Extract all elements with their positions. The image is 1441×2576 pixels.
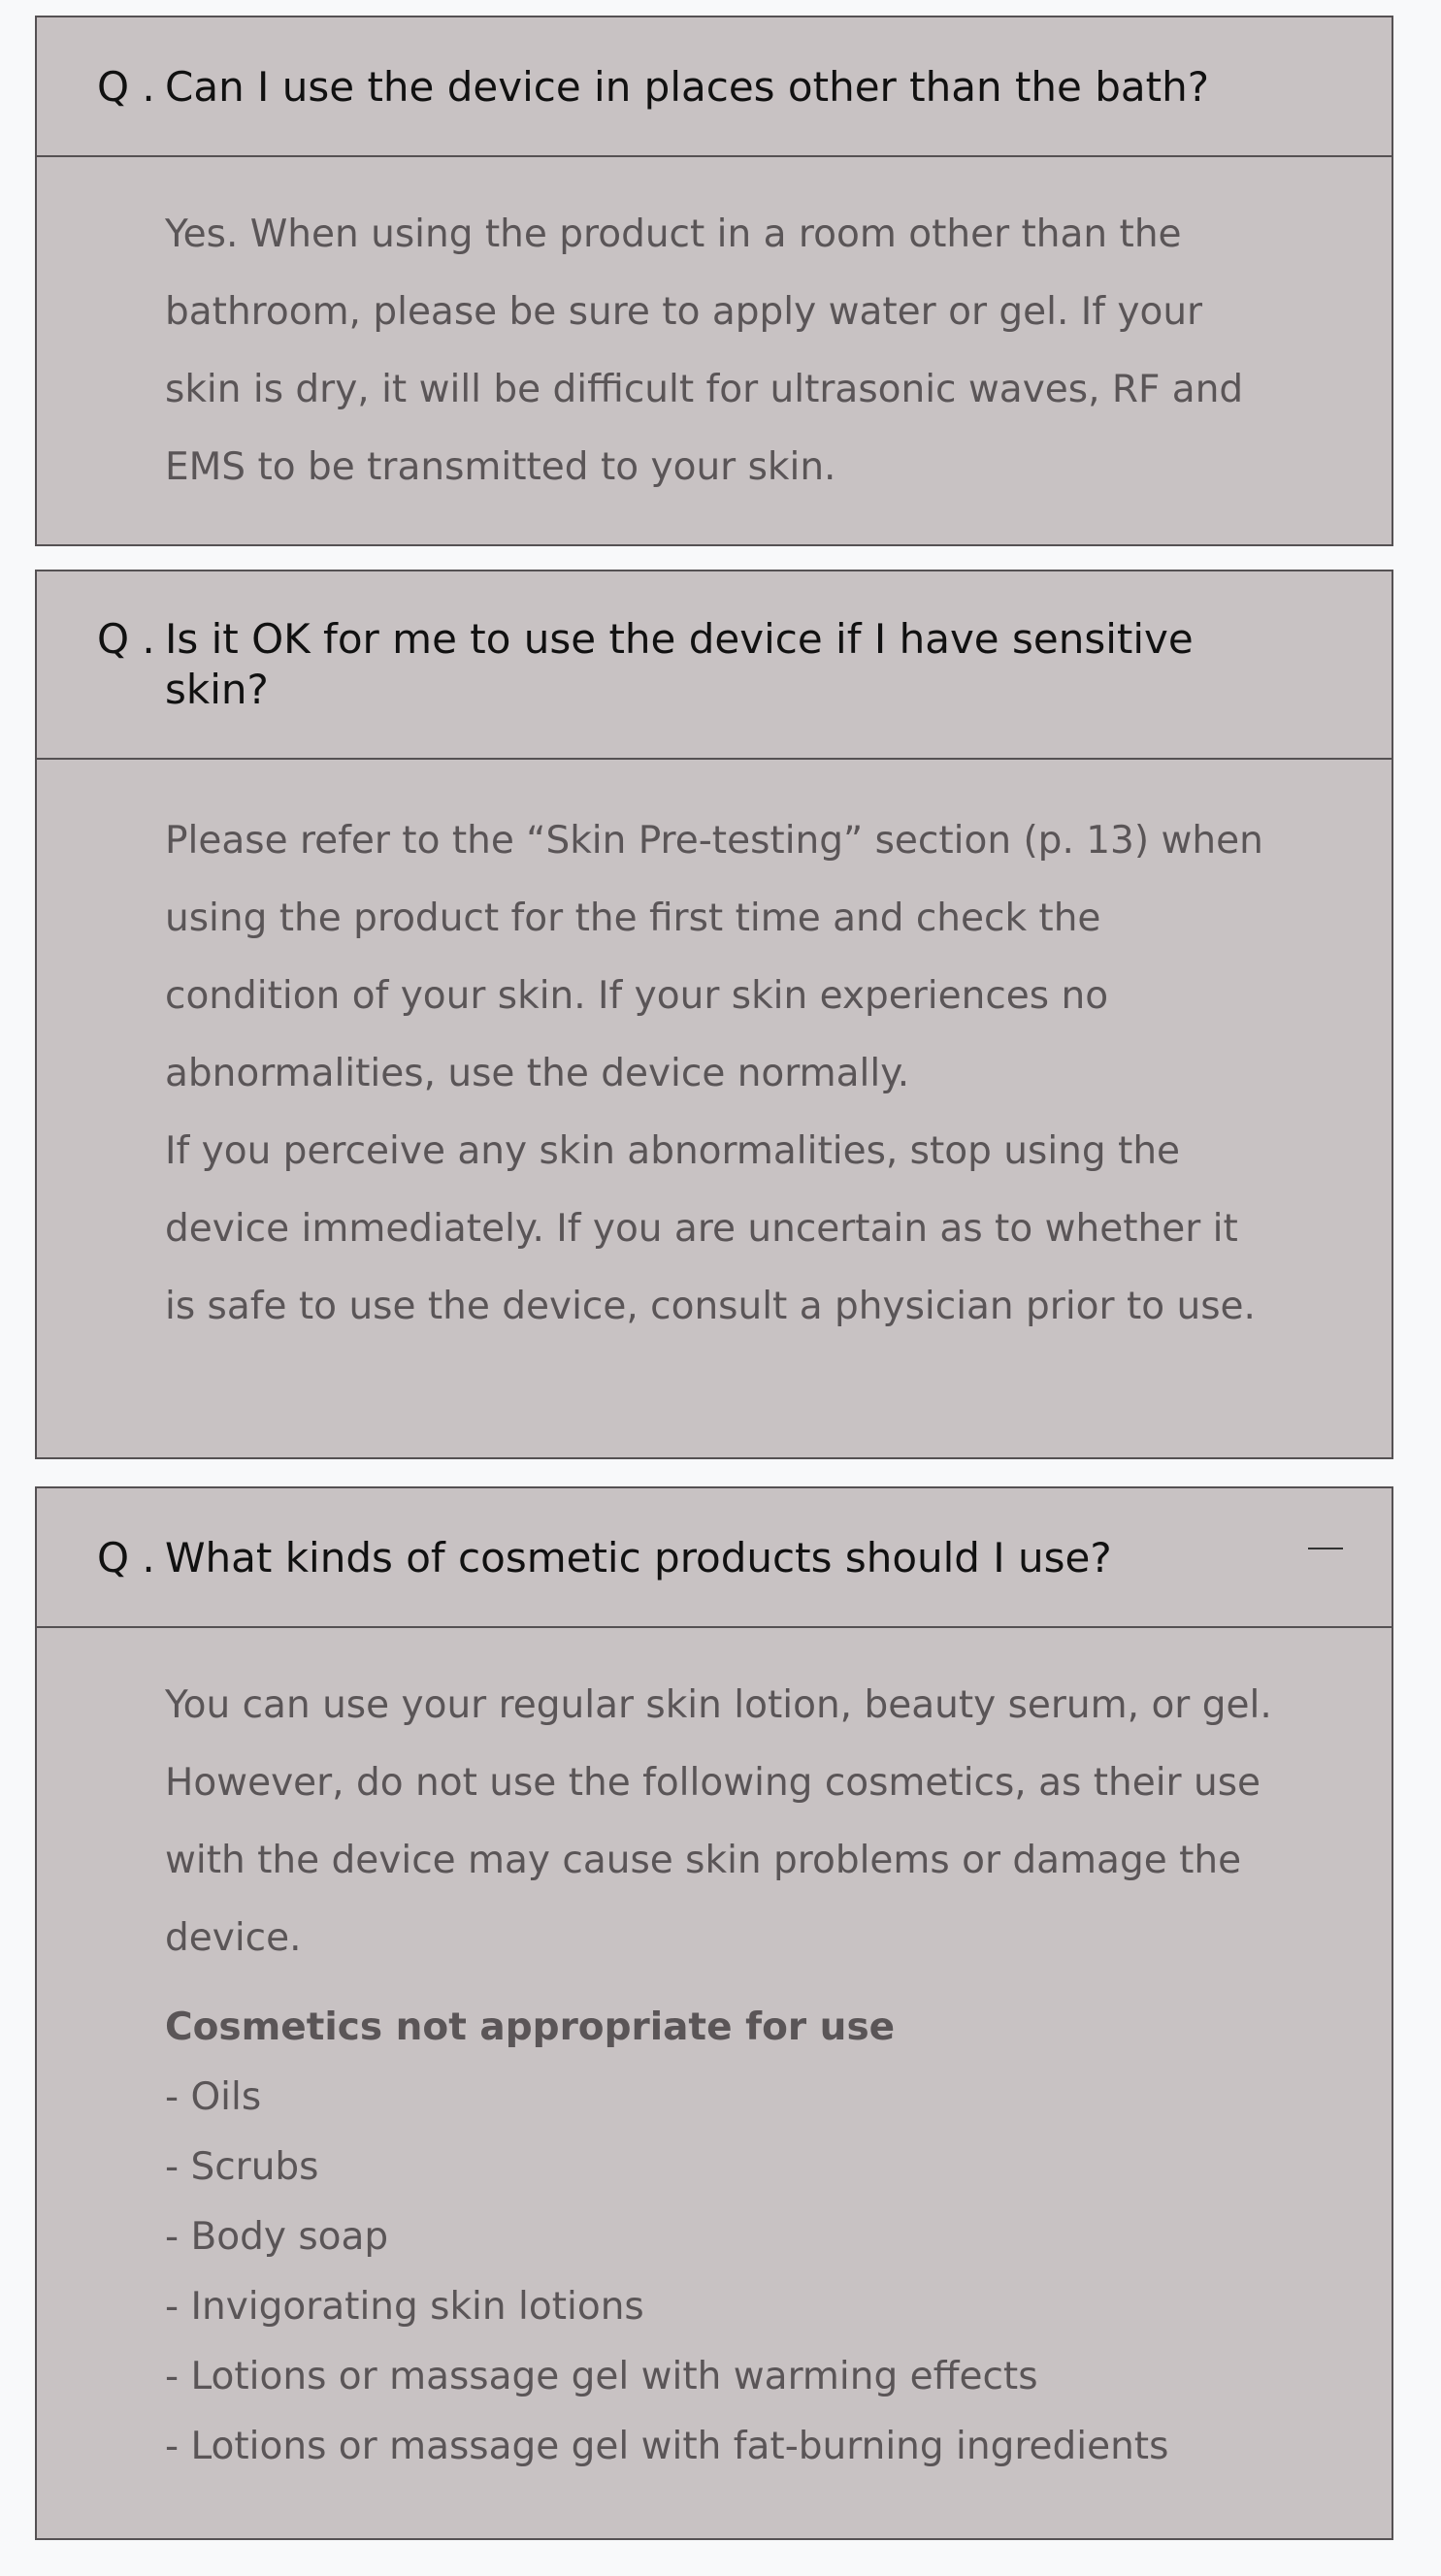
list-item: - Lotions or massage gel with fat-burning ingredients <box>165 2425 1169 2468</box>
list-item: - Scrubs <box>165 2145 319 2189</box>
faq-item-bath <box>35 16 1393 546</box>
minus-icon[interactable] <box>1308 1548 1343 1549</box>
answer-paragraph: Please refer to the “Skin Pre-testing” section (p. 13) when using the product for the first time and check the condition of your skin. If your skin experiences no abnormalities, use the device normally. <box>165 819 1263 1095</box>
question-prefix: Q . <box>97 63 155 111</box>
list-item: - Oils <box>165 2075 262 2119</box>
list-item: - Lotions or massage gel with warming effects <box>165 2355 1038 2398</box>
faq-answer <box>37 760 1392 1346</box>
faq-item-cosmetics <box>35 1486 1393 2540</box>
question-prefix: Q . <box>97 615 155 663</box>
cosmetics-list-heading: Cosmetics not appropriate for use <box>165 2005 896 2049</box>
faq-answer <box>37 157 1392 506</box>
faq-question-header[interactable] <box>37 571 1392 760</box>
faq-question-header[interactable] <box>37 17 1392 157</box>
faq-question-header[interactable] <box>37 1488 1392 1628</box>
question-text: What kinds of cosmetic products should I use? <box>165 1534 1112 1581</box>
faq-list <box>35 16 1393 2540</box>
answer-paragraph: Yes. When using the product in a room other than the bathroom, please be sure to apply water or gel. If your skin is dry, it will be difficult for ultrasonic waves, RF and EMS to be transmitted to your skin. <box>165 212 1244 489</box>
list-item: - Invigorating skin lotions <box>165 2285 644 2329</box>
list-item: - Body soap <box>165 2215 389 2259</box>
cosmetics-list <box>165 2063 1275 2482</box>
question-text: Is it OK for me to use the device if I have sensitive skin? <box>165 615 1194 713</box>
faq-item-sensitive-skin <box>35 570 1393 1459</box>
answer-paragraph: If you perceive any skin abnormalities, stop using the device immediately. If you are uncertain as to whether it is safe to use the device, consult a physician prior to use. <box>165 1129 1256 1328</box>
answer-paragraph: You can use your regular skin lotion, beauty serum, or gel. However, do not use the following cosmetics, as their use with the device may cause skin problems or damage the device. <box>165 1683 1272 1960</box>
question-text: Can I use the device in places other than the bath? <box>165 63 1210 111</box>
question-prefix: Q . <box>97 1534 155 1581</box>
faq-answer <box>37 1628 1392 2482</box>
